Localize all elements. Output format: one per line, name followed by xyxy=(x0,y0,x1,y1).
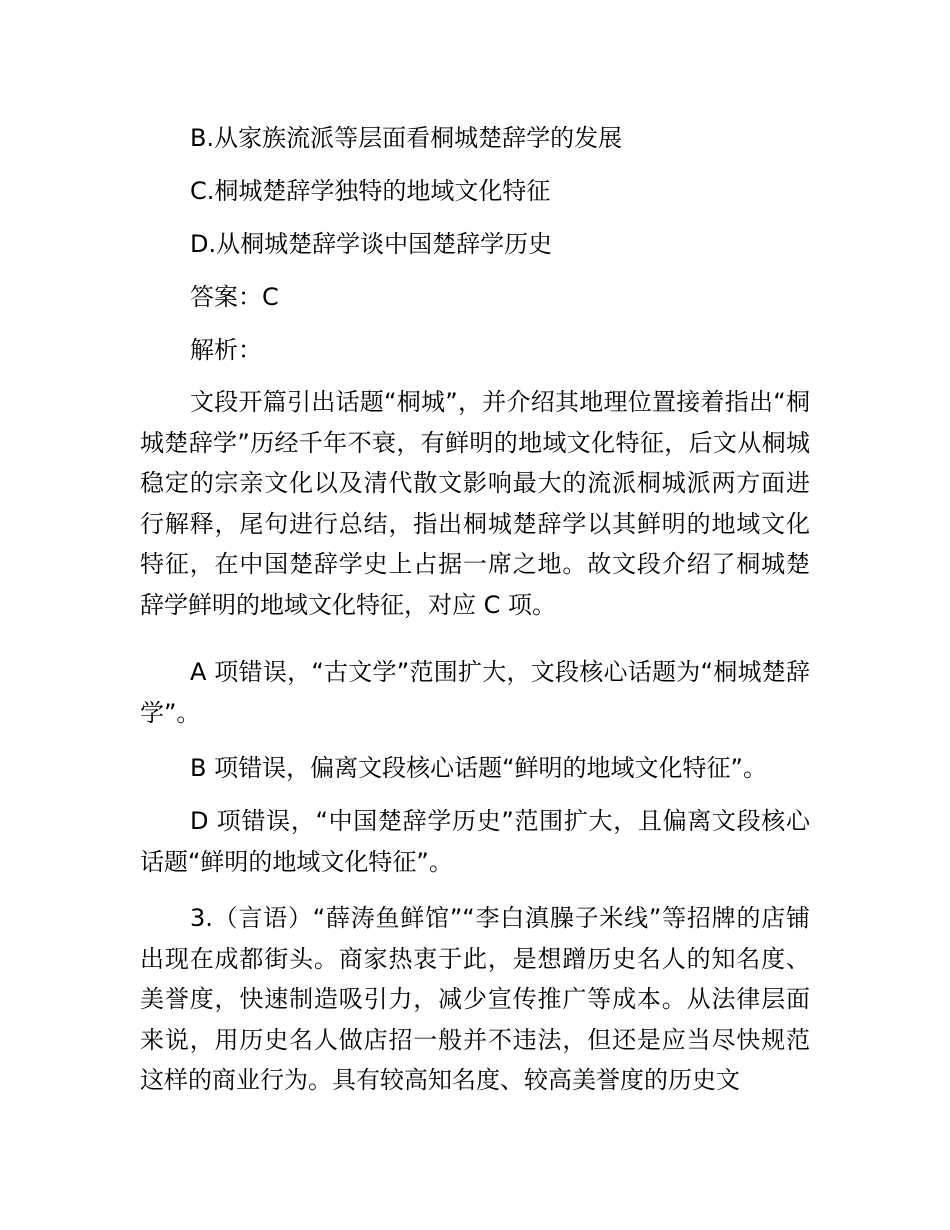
option-b: B.从家族流派等层面看桐城楚辞学的发展 xyxy=(190,124,623,152)
answer-line: 答案：C xyxy=(190,283,279,311)
question-3-paragraph: 3.（言语）“薛涛鱼鲜馆”“李白滇臊子米线”等招牌的店铺出现在成都街头。商家热衷于此，是想蹭历史名人的知名度、美誉度，快速制造吸引力，减少宣传推广等成本。从法律层面来说，用历史名人做店招一般并不违法，但还是应当尽快规范这样的商业行为。具有较高知名度、较高美誉度的历史文 xyxy=(140,904,810,1095)
option-d-explanation: D 项错误，“中国楚辞学历史”范围扩大，且偏离文段核心话题“鲜明的地域文化特征”。 xyxy=(140,807,810,876)
analysis-paragraph: 文段开篇引出话题“桐城”，并介绍其地理位置接着指出“桐城楚辞学”历经千年不衰，有鲜明的地域文化特征，后文从桐城稳定的宗亲文化以及清代散文影响最大的流派桐城派两方面进行解释，尾句进行总结，指出桐城楚辞学以其鲜明的地域文化特征，在中国楚辞学史上占据一席之地。故文段介绍了桐城楚辞学鲜明的地域文化特征，对应 C 项。 xyxy=(140,388,810,619)
option-b-explanation: B 项错误，偏离文段核心话题“鲜明的地域文化特征”。 xyxy=(190,754,767,782)
option-a-explanation: A 项错误，“古文学”范围扩大，文段核心话题为“桐城楚辞学”。 xyxy=(140,658,810,727)
analysis-label: 解析： xyxy=(190,336,262,364)
option-d: D.从桐城楚辞学谈中国楚辞学历史 xyxy=(190,230,553,258)
option-c: C.桐城楚辞学独特的地域文化特征 xyxy=(190,177,551,205)
